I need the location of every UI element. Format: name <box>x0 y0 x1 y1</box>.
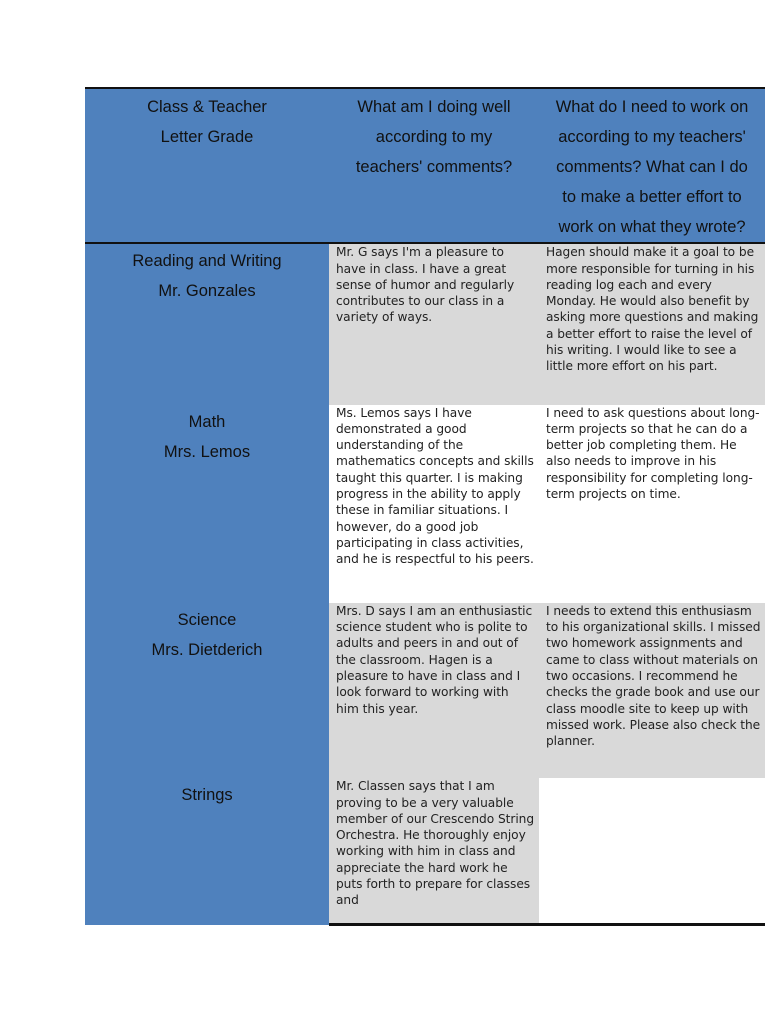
table-row <box>85 405 765 603</box>
doing-well-cell <box>329 778 539 924</box>
doing-well-text: Mr. Classen says that I am proving to be a very valuable member of our Crescendo String Orchestra. He thoroughly enjoy working with him in class and appreciate the hard work he puts forth to prepare for classes and <box>336 779 535 908</box>
subject-cell <box>85 243 329 404</box>
header-line: according to my teachers' <box>558 128 746 146</box>
header-line: teachers' comments? <box>355 158 513 176</box>
doing-well-text: Ms. Lemos says I have demonstrated a good understanding of the mathematics concepts and skills taught this quarter. I is making progress in the ability to apply these in familiar situations. I however, do a good job participating in class activities, and he is respectful to his peers. <box>336 405 534 567</box>
work-on-text: I need to ask questions about long-term projects so that he can do a better job completing them. He also needs to improve in his responsibility for completing long-term projects on time. <box>546 405 760 502</box>
doing-well-cell <box>329 243 539 404</box>
table-row <box>85 778 765 924</box>
work-on-cell <box>539 778 765 924</box>
subject-name: Math <box>188 412 226 431</box>
header-line: What am I doing well <box>357 98 511 116</box>
header-doing-well <box>329 88 539 243</box>
header-line: to make a better effort to <box>562 188 742 206</box>
header-row <box>85 88 765 243</box>
doing-well-text: Mrs. D says I am an enthusiastic science student who is polite to adults and peers in and out of the classroom. Hagen is a pleasure to have in class and I look forward to working with him this year. <box>336 603 533 716</box>
work-on-cell <box>539 603 765 778</box>
work-on-cell <box>539 243 765 404</box>
subject-name: Reading and Writing <box>132 252 282 271</box>
doing-well-cell <box>329 405 539 603</box>
teacher-name: Mr. Gonzales <box>158 282 256 301</box>
header-line: Class & Teacher <box>147 98 267 116</box>
work-on-text: Hagen should make it a goal to be more responsible for turning in his reading log each and every Monday. He would also benefit by asking more questions and making a better effort to raise the level of his writing. I would like to see a little more effort on his part. <box>546 245 759 374</box>
report-card-table <box>85 87 765 926</box>
teacher-name: Mrs. Dietderich <box>151 640 263 659</box>
header-line: What do I need to work on <box>555 98 749 116</box>
subject-cell <box>85 778 329 924</box>
header-line: Letter Grade <box>160 128 254 146</box>
subject-cell <box>85 603 329 778</box>
work-on-text: I needs to extend this enthusiasm to his organizational skills. I missed two homework assignments and came to class without materials on two occasions. I recommend he checks the grade book and use our class moodle site to keep up with missed work. Please also check the planner. <box>546 603 761 749</box>
teacher-name: Mrs. Lemos <box>163 442 251 461</box>
table-row <box>85 603 765 778</box>
header-line: according to my <box>375 128 493 146</box>
header-line: work on what they wrote? <box>558 218 746 236</box>
work-on-cell <box>539 405 765 603</box>
subject-cell <box>85 405 329 603</box>
header-work-on <box>539 88 765 243</box>
header-class-teacher <box>85 88 329 243</box>
doing-well-cell <box>329 603 539 778</box>
table-row <box>85 243 765 404</box>
doing-well-text: Mr. G says I'm a pleasure to have in class. I have a great sense of humor and regularly contributes to our class in a variety of ways. <box>336 245 515 325</box>
header-line: comments? What can I do <box>556 158 748 176</box>
subject-name: Strings <box>181 786 233 805</box>
subject-name: Science <box>177 610 237 629</box>
